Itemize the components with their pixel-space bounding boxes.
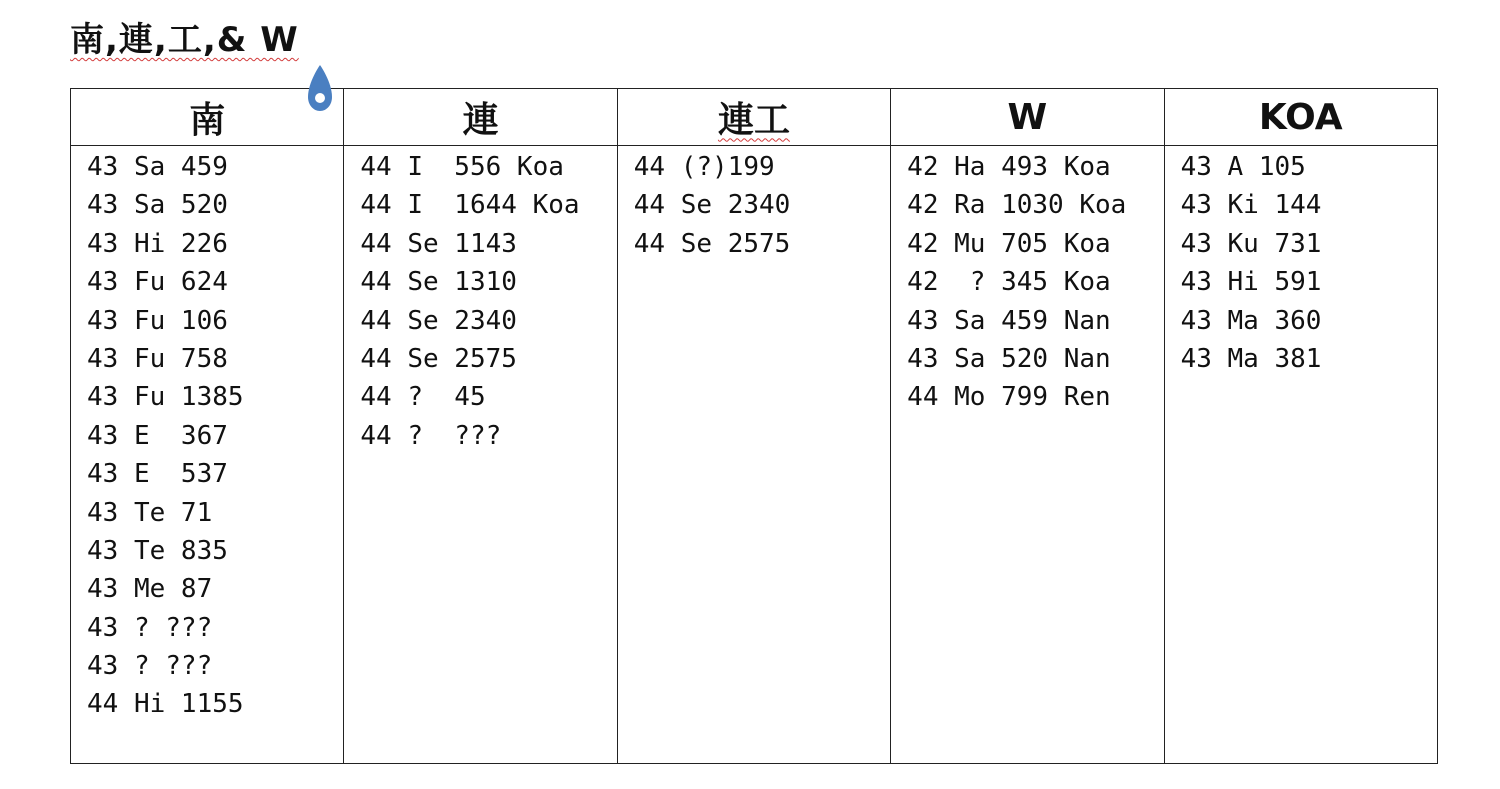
entries-table (70, 88, 1438, 764)
list-entry: 43 Te 71 (87, 497, 213, 528)
list-entry: 44 (?)199 (633, 152, 775, 182)
list-entry: 43 Sa 459 Nan (907, 305, 1111, 336)
document-title-text: 南,連,工,& W (70, 20, 299, 60)
list-entry: 43 Ma 381 (1180, 343, 1322, 374)
column-header-5: KOA (1164, 89, 1437, 146)
list-entry: 43 Me 87 (87, 574, 213, 605)
column-header-2: 連 (344, 89, 617, 146)
list-entry: 44 I 1644 Koa (360, 190, 580, 221)
drop-handle-svg (305, 64, 335, 114)
list-entry: 43 Ki 144 (1180, 190, 1322, 221)
list-entry: 44 Se 1143 (360, 228, 517, 259)
list-entry: 43 Fu 106 (87, 305, 228, 336)
list-entry: 43 Ku 731 (1180, 228, 1322, 259)
list-entry: 43 ? ??? (87, 612, 213, 643)
column-header-3-text: 連工 (717, 99, 790, 141)
text-cursor-drop-handle-icon[interactable] (305, 64, 335, 114)
list-entry: 44 Se 2340 (633, 190, 791, 221)
list-entry: 43 E 367 (87, 420, 228, 451)
list-entry: 43 Fu 758 (87, 343, 228, 374)
column-header-3 (617, 89, 890, 146)
list-entry: 43 Fu 1385 (87, 382, 244, 413)
list-entry: 44 Se 2575 (360, 343, 517, 374)
list-entry: 44 I 556 Koa (360, 152, 564, 182)
column-cell-3[interactable] (617, 146, 890, 764)
list-entry: 44 Hi 1155 (87, 689, 244, 720)
column-cell-1[interactable] (71, 146, 344, 764)
list-entry: 43 A 105 (1180, 152, 1306, 182)
list-entry: 43 Sa 520 (87, 190, 228, 221)
list-entry: 43 Hi 591 (1180, 267, 1322, 298)
list-entry: 44 Se 2575 (633, 228, 791, 259)
column-cell-4[interactable] (891, 146, 1164, 764)
list-entry: 43 Ma 360 (1180, 305, 1322, 336)
list-entry: 42 ? 345 Koa (907, 267, 1111, 298)
list-entry: 43 Sa 520 Nan (907, 343, 1111, 374)
list-entry: 42 Mu 705 Koa (907, 228, 1111, 259)
list-entry: 43 ? ??? (87, 651, 213, 682)
body-row (71, 146, 1438, 764)
header-row (71, 89, 1438, 146)
list-entry: 44 ? 45 (360, 382, 486, 413)
list-entry: 44 ? ??? (360, 420, 502, 451)
document-title[interactable] (70, 12, 299, 61)
list-entry: 44 Se 2340 (360, 305, 517, 336)
list-entry: 42 Ra 1030 Koa (907, 190, 1127, 221)
column-cell-5[interactable] (1164, 146, 1437, 764)
column-header-4: W (891, 89, 1164, 146)
list-entry: 43 Te 835 (87, 535, 228, 566)
list-entry: 43 Sa 459 (87, 152, 228, 182)
list-entry: 44 Mo 799 Ren (907, 382, 1111, 413)
list-entry: 43 Hi 226 (87, 228, 228, 259)
column-cell-2[interactable] (344, 146, 617, 764)
column-header-1: 南 (71, 89, 344, 146)
list-entry: 43 Fu 624 (87, 267, 228, 298)
list-entry: 43 E 537 (87, 459, 228, 490)
list-entry: 42 Ha 493 Koa (907, 152, 1111, 182)
list-entry: 44 Se 1310 (360, 267, 517, 298)
